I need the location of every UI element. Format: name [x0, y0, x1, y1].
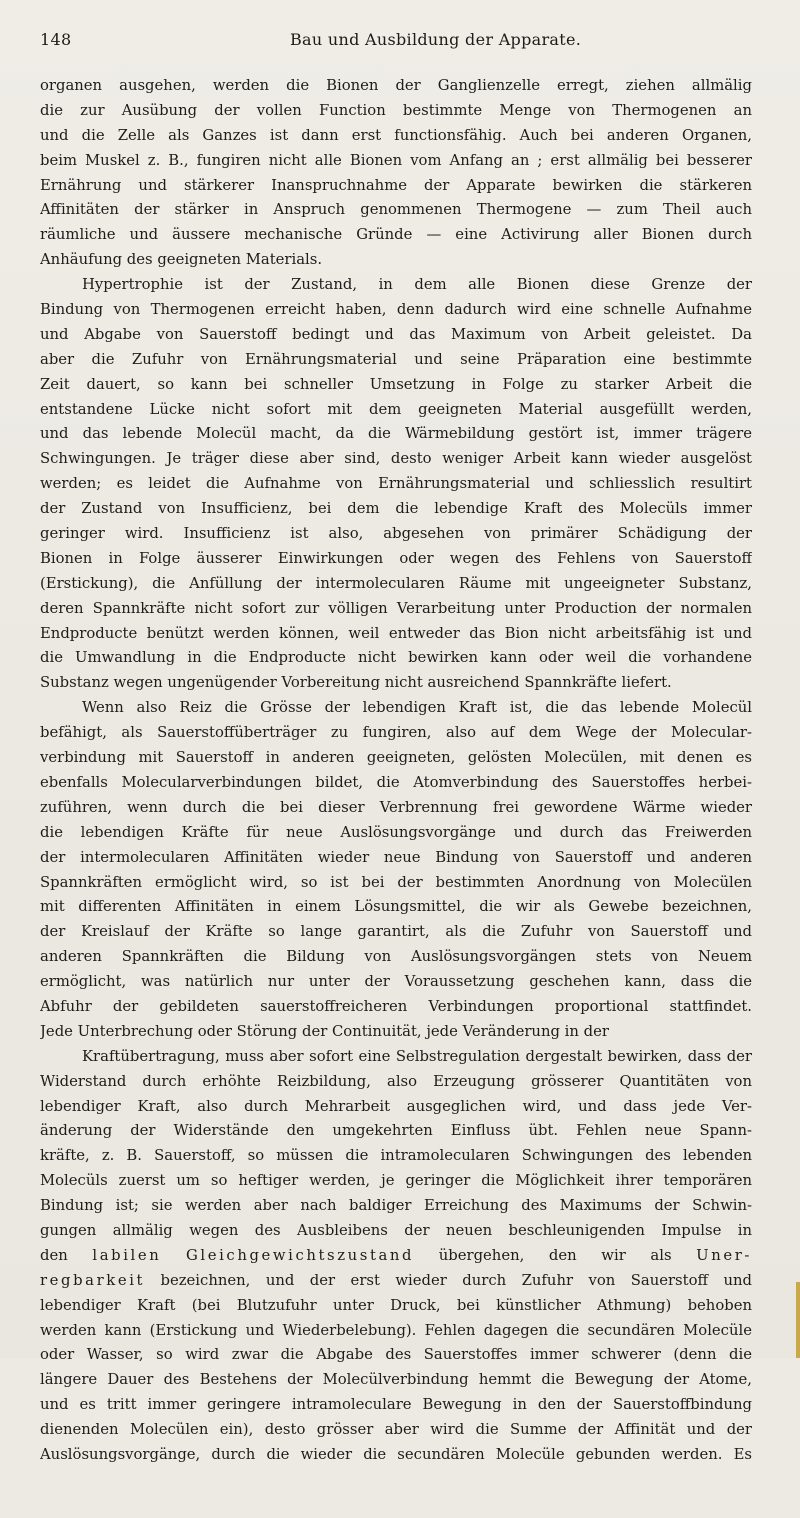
text-line: befähigt, als Sauerstoffüberträger zu fungiren, also auf dem Wege der Molecular- [40, 724, 752, 742]
text-line: Bindung von Thermogenen erreicht haben, denn dadurch wird eine schnelle Aufnahme [40, 301, 752, 319]
text-line: Widerstand durch erhöhte Reizbildung, also Erzeugung grösserer Quantitäten von [40, 1072, 752, 1090]
text-line: werden kann (Erstickung und Wiederbelebung). Fehlen dagegen die secundären Molecüle [40, 1321, 752, 1339]
text-line: Bionen in Folge äusserer Einwirkungen oder wegen des Fehlens von Sauerstoff [40, 549, 752, 567]
text-line: längere Dauer des Bestehens der Molecülverbindung hemmt die Bewegung der Atome, [40, 1371, 752, 1389]
text-line [40, 1493, 752, 1518]
text-line: beim Muskel z. B., fungiren nicht alle Bionen vom Anfang an ; erst allmälig bei besserer [40, 151, 752, 169]
text-line: Endproducte benützt werden können, weil entweder das Bion nicht arbeitsfähig ist und [40, 624, 752, 642]
text-line: räumliche und äussere mechanische Gründe — eine Activirung aller Bionen durch [40, 226, 752, 244]
body-text [40, 74, 752, 1518]
text-line: Affinitäten der stärker in Anspruch genommenen Thermogene — zum Theil auch [40, 201, 752, 219]
spaced-word: Uner- [696, 1246, 752, 1264]
page-number: 148 [40, 30, 72, 49]
text-line: Schwingungen. Je träger diese aber sind, desto weniger Arbeit kann wieder ausgelöst [40, 450, 752, 468]
paragraph-start-line: Hypertrophie ist der Zustand, in dem alle Bionen diese Grenze der [82, 276, 752, 294]
text-line: werden; es leidet die Aufnahme von Ernährungsmaterial und schliesslich resultirt [40, 475, 752, 493]
text-line: der intermolecularen Affinitäten wieder neue Bindung von Sauerstoff und anderen [40, 848, 752, 866]
text-line: verbindung mit Sauerstoff in anderen geeigneten, gelösten Molecülen, mit denen es [40, 749, 752, 767]
text-line: Anhäufung des geeigneten Materials. [40, 251, 323, 269]
text-line: der Kreislauf der Kräfte so lange garantirt, als die Zufuhr von Sauerstoff und [40, 923, 752, 941]
text-line: organen ausgehen, werden die Bionen der Ganglienzelle erregt, ziehen allmälig [40, 77, 752, 94]
text-line: den labilen Gleichgewichtszustand übergehen, den wir als Uner- [40, 1246, 752, 1264]
text-line: Auslösungsvorgänge, durch die wieder die secundären Molecüle gebunden werden. Es [40, 1445, 752, 1463]
text-line: der Zustand von Insufficienz, bei dem die lebendige Kraft des Molecüls immer [40, 500, 752, 518]
text-line: entstandene Lücke nicht sofort mit dem geeigneten Material ausgefüllt werden, [40, 400, 752, 418]
text-line: deren Spannkräfte nicht sofort zur völligen Verarbeitung unter Production der normalen [40, 599, 752, 617]
text-line: Substanz wegen ungenügender Vorbereitung nicht ausreichend Spannkräfte liefert. [40, 674, 672, 692]
text-line: und die Zelle als Ganzes ist dann erst functionsfähig. Auch bei anderen Organen, [40, 126, 752, 144]
text-line: Abfuhr der gebildeten sauerstoffreicheren Verbindungen proportional stattfindet. [40, 997, 752, 1015]
text-line: Spannkräften ermöglicht wird, so ist bei der bestimmten Anordnung von Molecülen [40, 873, 752, 891]
text-line: die zur Ausübung der vollen Function bestimmte Menge von Thermogenen an [40, 101, 752, 119]
text-line: anderen Spannkräften die Bildung von Auslösungsvorgängen stets von Neuem [40, 948, 752, 966]
page-edge-mark [796, 1282, 800, 1358]
text-line: Zeit dauert, so kann bei schneller Umsetzung in Folge zu starker Arbeit die [40, 375, 752, 393]
page-header [40, 30, 758, 60]
text-line: die lebendigen Kräfte für neue Auslösungsvorgänge und durch das Freiwerden [40, 823, 752, 841]
text-line: geringer wird. Insufficienz ist also, abgesehen von primärer Schädigung der [40, 525, 752, 543]
text-line: lebendiger Kraft, also durch Mehrarbeit ausgeglichen wird, und dass jede Ver- [40, 1097, 752, 1115]
text-line: dienenden Molecülen ein), desto grösser aber wird die Summe der Affinität und der [40, 1421, 752, 1439]
text-line: änderung der Widerstände den umgekehrten Einfluss übt. Fehlen neue Spann- [40, 1122, 752, 1140]
text-line: Bindung ist; sie werden aber nach baldiger Erreichung des Maximums der Schwin- [40, 1197, 752, 1215]
text-line: lebendiger Kraft (bei Blutzufuhr unter Druck, bei künstlicher Athmung) behoben [40, 1296, 752, 1314]
text-line: regbarkeit bezeichnen, und der erst wieder durch Zufuhr von Sauerstoff und [40, 1271, 752, 1289]
text-line: kräfte, z. B. Sauerstoff, so müssen die intramolecularen Schwingungen des lebenden [40, 1147, 752, 1165]
text-line: gungen allmälig wegen des Ausbleibens der neuen beschleunigenden Impulse in [40, 1221, 752, 1239]
text-line: und das lebende Molecül macht, da die Wärmebildung gestört ist, immer trägere [40, 425, 752, 443]
text-line: aber die Zufuhr von Ernährungsmaterial und seine Präparation eine bestimmte [40, 350, 752, 368]
spaced-word: regbarkeit [40, 1271, 146, 1289]
text-line: (Erstickung), die Anfüllung der intermolecularen Räume mit ungeeigneter Substanz, [40, 574, 752, 592]
text-line: Jede Unterbrechung oder Störung der Continuität, jede Veränderung in der [40, 1022, 609, 1040]
paragraph-start-line: Wenn also Reiz die Grösse der lebendigen Kraft ist, die das lebende Molecül [82, 699, 752, 717]
text-line: die Umwandlung in die Endproducte nicht bewirken kann oder weil die vorhandene [40, 649, 752, 667]
text-line: zuführen, wenn durch die bei dieser Verbrennung frei gewordene Wärme wieder [40, 798, 752, 816]
text-line: und Abgabe von Sauerstoff bedingt und das Maximum von Arbeit geleistet. Da [40, 325, 752, 343]
spaced-word: labilen [92, 1246, 162, 1264]
paragraph-start-line: Kraftübertragung, muss aber sofort eine Selbstregulation dergestalt bewirken, dass der [82, 1047, 752, 1065]
running-head: Bau und Ausbildung der Apparate. [290, 30, 582, 49]
text-line: und es tritt immer geringere intramoleculare Bewegung in den der Sauerstoffbindung [40, 1396, 752, 1414]
text-line: mit differenten Affinitäten in einem Lösungsmittel, die wir als Gewebe bezeichnen, [40, 898, 752, 916]
text-line: Ernährung und stärkerer Inanspruchnahme der Apparate bewirken die stärkeren [40, 176, 752, 194]
text-line: oder Wasser, so wird zwar die Abgabe des Sauerstoffes immer schwerer (denn die [40, 1346, 752, 1364]
spaced-word: Gleichgewichtszustand [185, 1246, 415, 1264]
text-line [40, 1468, 752, 1493]
text-line: Molecüls zuerst um so heftiger werden, je geringer die Möglichkeit ihrer temporären [40, 1172, 752, 1190]
text-line: ebenfalls Molecularverbindungen bildet, die Atomverbindung des Sauerstoffes herbei- [40, 773, 752, 791]
text-line: ermöglicht, was natürlich nur unter der Voraussetzung geschehen kann, dass die [40, 973, 752, 991]
